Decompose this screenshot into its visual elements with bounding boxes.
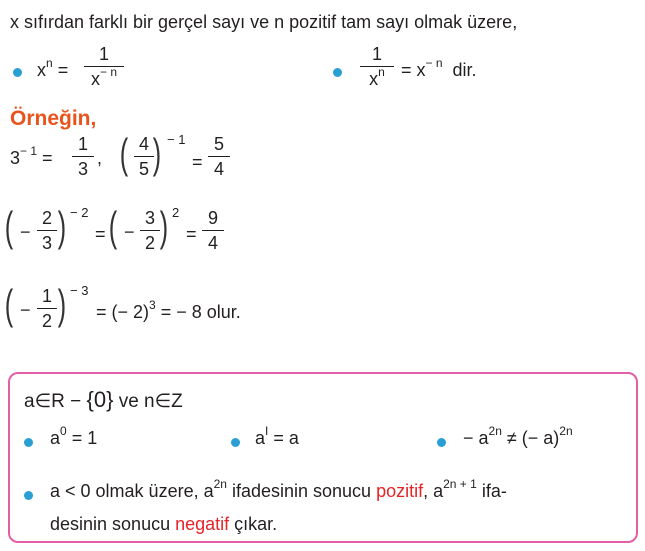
rule1-lhs: $x^n$ = bbox=[37, 56, 69, 80]
left-paren: ( bbox=[108, 203, 118, 250]
example3-eq-2: = bbox=[186, 224, 197, 244]
example4-rhs: = (− 2)$^3$ = − 8 olur. bbox=[96, 298, 241, 322]
example3-exponent: − 2 bbox=[70, 205, 89, 220]
example1-lhs: $3^{- 1}$ = bbox=[10, 144, 53, 168]
box-rule-one: $a^I = a$ bbox=[255, 424, 299, 448]
box-rule-sign-line2: desinin sonucu negatif çıkar. bbox=[50, 514, 278, 534]
right-paren: ) bbox=[57, 203, 67, 250]
example3-inner-fraction: 2 3 bbox=[37, 208, 57, 253]
box-rule-even: − $a^{2n}$ ≠ (− a)$^{2n}$ bbox=[463, 424, 573, 448]
rule2-fraction: 1 $x^n$ bbox=[360, 44, 394, 89]
example2-inner-fraction: 4 5 bbox=[134, 134, 154, 179]
minus-sign: − bbox=[20, 300, 31, 320]
left-paren: ( bbox=[119, 130, 129, 177]
right-paren: ) bbox=[57, 281, 67, 328]
bullet-icon bbox=[13, 68, 22, 77]
example3-inner-fraction-2: 3 2 bbox=[140, 208, 160, 253]
bullet-icon bbox=[437, 438, 446, 447]
box-line1: a∈R − {0} ve n∈Z bbox=[24, 387, 183, 412]
example3-eq: = bbox=[95, 224, 106, 244]
rule1-fraction: 1 $x^{- n}$ bbox=[84, 44, 124, 89]
example-heading: Örneğin, bbox=[10, 107, 97, 130]
example2-eq: = bbox=[192, 152, 203, 172]
example2-exponent: − 1 bbox=[167, 132, 186, 147]
bullet-icon bbox=[231, 438, 240, 447]
intro-text: x sıfırdan farklı bir gerçel sayı ve n pozitif tam sayı olmak üzere, bbox=[10, 12, 518, 32]
left-paren: ( bbox=[4, 281, 14, 328]
example1-comma: , bbox=[97, 148, 103, 168]
box-rule-zero: $a^0 = 1$ bbox=[50, 424, 98, 448]
left-paren: ( bbox=[4, 203, 14, 250]
box-rule-sign-line1: a < 0 olmak üzere, $a^{2n}$ ifadesinin sonucu pozitif, $a^{2n + 1}$ ifa- bbox=[50, 477, 507, 501]
example3-exponent-2: 2 bbox=[172, 205, 180, 220]
example3-fraction: 9 4 bbox=[202, 208, 224, 253]
example2-fraction: 5 4 bbox=[208, 134, 230, 179]
rule2-rhs: = $x^{- n}$ dir. bbox=[401, 56, 477, 80]
example4-inner-fraction: 1 2 bbox=[37, 286, 57, 331]
bullet-icon bbox=[333, 68, 342, 77]
bullet-icon bbox=[24, 438, 33, 447]
right-paren: ) bbox=[159, 203, 169, 250]
bullet-icon bbox=[24, 491, 33, 500]
example4-exponent: − 3 bbox=[70, 283, 89, 298]
set-zero: {0} bbox=[86, 387, 114, 412]
example1-fraction: 1 3 bbox=[72, 134, 94, 179]
minus-sign: − bbox=[124, 222, 135, 242]
minus-sign: − bbox=[20, 222, 31, 242]
right-paren: ) bbox=[152, 130, 162, 177]
